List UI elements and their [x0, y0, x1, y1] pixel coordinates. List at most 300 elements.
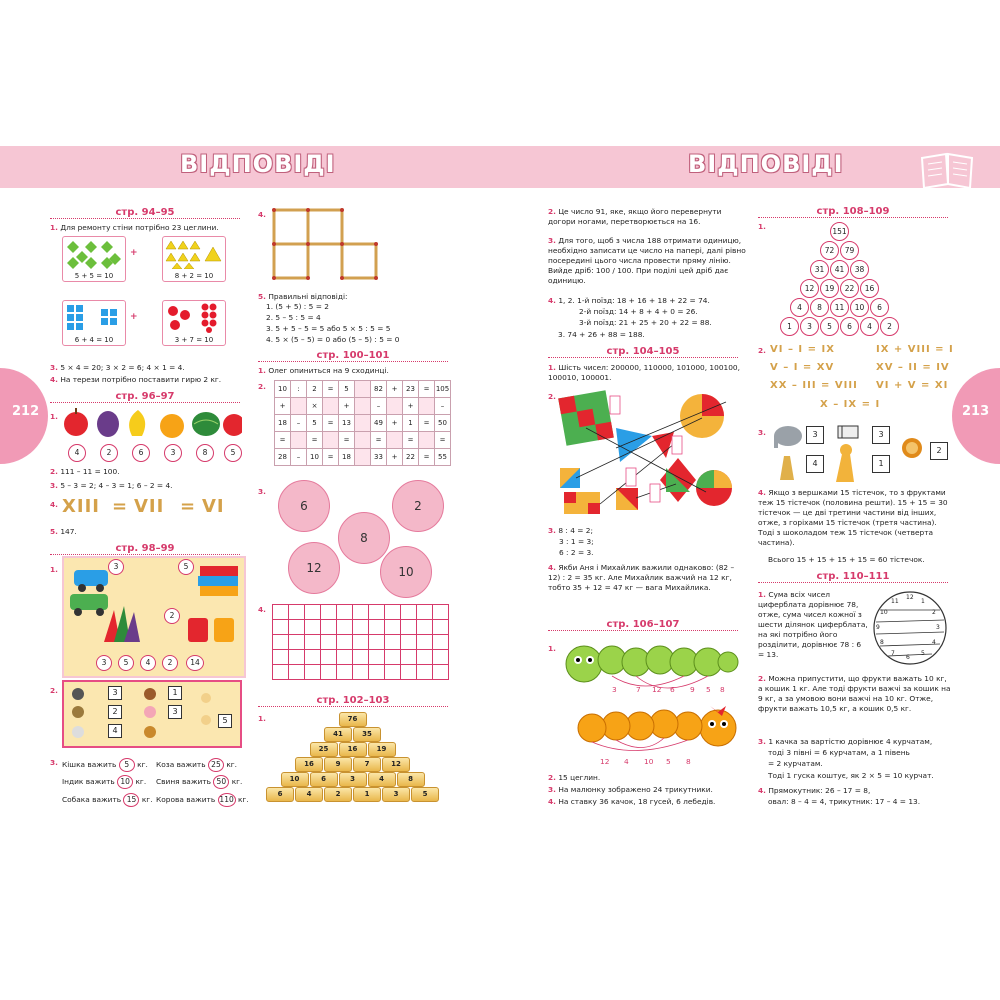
answer-104-3-line: 3 : 1 = 3;	[559, 537, 594, 546]
pyramid-circle: 151	[830, 222, 849, 241]
cat-bot-num: 4	[624, 757, 629, 766]
answer-108-4-sum: Всього 15 + 15 + 15 + 15 = 60 тістечок.	[768, 555, 925, 564]
book-icon	[918, 150, 978, 190]
answer-102-4-line: 2-й поїзд: 14 + 8 + 4 + 0 = 26.	[579, 307, 698, 316]
answer-number: 3.	[258, 487, 266, 496]
table-cell: +	[386, 380, 403, 398]
count-badge: 3	[108, 559, 124, 575]
card-caption: 8 + 2 = 10	[174, 272, 214, 280]
number-pyramid	[266, 712, 456, 808]
pyramid-circle: 31	[810, 260, 829, 279]
answer-96-5: 5. 147.	[50, 527, 77, 536]
table-cell: +	[338, 397, 355, 415]
flower-center: 2	[392, 480, 444, 532]
answer-104-1: 1. Шість чисел: 200000, 110000, 101000, 100100, 100010, 100001.	[548, 363, 740, 382]
clock-number: 2	[931, 609, 936, 616]
pyramid-circle: 3	[800, 317, 819, 336]
table-cell: =	[338, 431, 355, 449]
answer-110-3-line: = 2 курчатам.	[768, 759, 823, 768]
flower-center: 10	[380, 546, 432, 598]
cat-bot-num: 8	[686, 757, 691, 766]
section-heading-108: стр. 108–109	[758, 206, 948, 218]
zoo-count: 1	[872, 455, 890, 473]
grid-square	[272, 604, 289, 620]
fruit-count: 6	[132, 444, 150, 462]
answer-108-4: 4. Якщо з вершками 15 тістечок, то з фруктами теж 15 тістечок (половина решти). 15 + 15 = 30 тістечок — це дві третини частини від інших, отже, з горіхами 15 тістечок (третя частина). Тоді з шоколадом теж 15 тістечок (четверта частина).	[758, 488, 948, 547]
animal-count: 5	[218, 714, 232, 728]
table-cell: =	[274, 431, 291, 449]
pyramid-brick: 25	[310, 742, 338, 757]
fruit-count: 2	[100, 444, 118, 462]
grid-square	[304, 634, 321, 650]
answer-5-line: 1. (5 + 5) : 5 = 2	[266, 302, 329, 311]
zoo-count: 3	[806, 426, 824, 444]
answer-110-3: 3. 1 качка за вартістю дорівнює 4 курчатам,	[758, 737, 933, 746]
grid-square	[352, 634, 369, 650]
table-cell: 105	[434, 380, 451, 398]
section-heading-94: стр. 94–95	[50, 207, 240, 219]
table-cell: 55	[434, 448, 451, 466]
table-cell: +	[386, 414, 403, 432]
cat-top-num: 6	[670, 685, 675, 694]
pyramid-circle: 10	[850, 298, 869, 317]
answer-96-2: 2. 111 – 11 = 100.	[50, 467, 120, 476]
clock-number: 8	[880, 639, 884, 646]
grid-square	[304, 604, 321, 620]
grid-square	[384, 604, 401, 620]
table-cell: 1	[402, 414, 419, 432]
weight-dog: Собака важить 15 кг.	[62, 793, 153, 807]
table-cell: =	[418, 448, 435, 466]
answer-number: 1.	[258, 714, 266, 723]
pyramid-circle: 72	[820, 241, 839, 260]
grid-square	[416, 634, 433, 650]
clock-number: 6	[906, 654, 910, 661]
table-cell: 2	[306, 380, 323, 398]
fruit-count: 3	[164, 444, 182, 462]
table-cell: 18	[274, 414, 291, 432]
count-badge: 5	[178, 559, 194, 575]
cat-bot-num: 10	[644, 757, 654, 766]
grid-square	[416, 619, 433, 635]
clock-number: 12	[906, 594, 914, 601]
answer-number: 4.	[258, 210, 266, 219]
grid-figure	[272, 604, 452, 680]
pyramid-brick: 16	[339, 742, 367, 757]
grid-square	[304, 649, 321, 665]
answer-102-4-line: 3-й поїзд: 21 + 25 + 20 + 22 = 88.	[579, 318, 712, 327]
grid-square	[272, 649, 289, 665]
answer-94-1: 1. Для ремонту стіни потрібно 23 цеглини.	[50, 223, 219, 232]
answer-94-3: 3. 5 × 4 = 20; 3 × 2 = 6; 4 × 1 = 4.	[50, 363, 185, 372]
table-cell	[386, 431, 403, 449]
answer-102-3: 3. Для того, щоб з числа 188 отримати одиницю, необхідно записати це число на папері, далі рівно посередині цього числа провести пряму лінію. Вийде дріб: 100 / 100. При поділі цей дріб дає одиницю.	[548, 236, 746, 285]
shapes-matching-icon	[556, 388, 740, 516]
chain-number: 4	[140, 655, 156, 671]
table-cell: 5	[306, 414, 323, 432]
table-cell: 33	[370, 448, 387, 466]
pyramid-circle: 6	[870, 298, 889, 317]
table-cell: =	[322, 380, 339, 398]
matchsticks-icon	[270, 206, 390, 282]
grid-square	[416, 604, 433, 620]
table-cell: =	[306, 431, 323, 449]
pyramid-circle: 16	[860, 279, 879, 298]
grid-square	[352, 649, 369, 665]
table-cell: +	[402, 397, 419, 415]
pyramid-brick: 76	[339, 712, 367, 727]
header-title-left: ВІДПОВІДІ	[180, 150, 336, 178]
table-cell: 10	[274, 380, 291, 398]
card-diamonds	[62, 236, 126, 282]
pyramid-brick: 1	[353, 787, 381, 802]
answer-110-1: 1. Сума всіх чисел циферблата дорівнює 78, отже, сума чисел кожної з шести ділянок циферблата, на які потрібно його розділити, дорівнює 78 : 6 = 13.	[758, 590, 868, 659]
answer-number: 1.	[50, 565, 58, 574]
table-cell: 49	[370, 414, 387, 432]
pyramid-brick: 9	[324, 757, 352, 772]
matchstick-roman: VII	[134, 496, 165, 517]
animal-count: 3	[168, 705, 182, 719]
grid-square	[400, 604, 417, 620]
toys-icon	[64, 558, 244, 648]
section-heading-106: стр. 106–107	[548, 619, 738, 631]
answer-5-line: 3. 5 + 5 – 5 = 5 або 5 × 5 : 5 = 5	[266, 324, 391, 333]
table-cell: 18	[338, 448, 355, 466]
pyramid-brick: 3	[339, 772, 367, 787]
grid-square	[320, 664, 337, 680]
pyramid-circle: 19	[820, 279, 839, 298]
pyramid-brick: 10	[281, 772, 309, 787]
table-cell	[354, 380, 371, 398]
weight-goat: Коза важить 25 кг.	[156, 758, 237, 772]
grid-square	[320, 634, 337, 650]
grid-square	[400, 649, 417, 665]
clock-number: 11	[891, 598, 899, 606]
grid-square	[400, 634, 417, 650]
grid-square	[368, 664, 385, 680]
grid-square	[352, 619, 369, 635]
cat-top-num: 5	[706, 685, 711, 694]
table-cell: =	[418, 414, 435, 432]
plus-sign: +	[130, 248, 138, 258]
grid-square	[416, 664, 433, 680]
answer-106-2: 2. 15 цеглин.	[548, 773, 601, 782]
grid-square	[336, 604, 353, 620]
grid-square	[368, 649, 385, 665]
table-cell	[354, 414, 371, 432]
cat-bot-num: 12	[600, 757, 610, 766]
grid-square	[304, 619, 321, 635]
answer-number: 2.	[258, 382, 266, 391]
pyramid-brick: 7	[353, 757, 381, 772]
table-cell	[386, 397, 403, 415]
page-number-right: 213	[962, 404, 990, 419]
answer-110-3-line: Тоді 1 гуска коштує, як 2 × 5 = 10 курчат.	[768, 771, 934, 780]
grid-square	[384, 649, 401, 665]
answer-110-3-line: тоді 3 півні = 6 курчатам, а 1 півень	[768, 748, 910, 757]
table-cell: –	[434, 397, 451, 415]
grid-square	[400, 619, 417, 635]
clock-number: 5	[921, 649, 925, 657]
zoo-count: 2	[930, 442, 948, 460]
grid-square	[384, 634, 401, 650]
table-cell: =	[402, 431, 419, 449]
grid-square	[432, 634, 449, 650]
table-cell	[354, 397, 371, 415]
answer-number: 3.	[50, 758, 58, 767]
pyramid-brick: 6	[266, 787, 294, 802]
grid-square	[336, 619, 353, 635]
clock-number: 10	[880, 609, 888, 616]
animal-count: 4	[108, 724, 122, 738]
pyramid-circle: 5	[820, 317, 839, 336]
cat-bot-num: 5	[666, 757, 671, 766]
pyramid-brick: 41	[324, 727, 352, 742]
pyramid-brick: 4	[368, 772, 396, 787]
pyramid-circle: 8	[810, 298, 829, 317]
grid-square	[288, 634, 305, 650]
answer-number: 1.	[50, 412, 58, 421]
table-cell	[354, 431, 371, 449]
grid-square	[352, 664, 369, 680]
table-cell: 13	[338, 414, 355, 432]
fruit-count: 4	[68, 444, 86, 462]
table-cell: =	[322, 414, 339, 432]
answer-102-2: 2. Це число 91, яке, якщо його перевернути догори ногами, перетворюється на 16.	[548, 207, 722, 226]
roman-equation: VI + V = XI	[876, 380, 949, 391]
cat-top-num: 12	[652, 685, 662, 694]
answer-5-line: 4. 5 × (5 – 5) = 0 або (5 – 5) : 5 = 0	[266, 335, 400, 344]
table-cell	[290, 397, 307, 415]
clock-number: 4	[931, 639, 936, 646]
pyramid-brick: 2	[324, 787, 352, 802]
clock-face	[872, 590, 948, 666]
section-heading-98: стр. 98–99	[50, 543, 240, 555]
card-squares	[62, 300, 126, 346]
section-heading-102: стр. 102–103	[258, 695, 448, 707]
clock-number: 9	[876, 624, 880, 631]
table-cell: 22	[402, 448, 419, 466]
pyramid-circle: 41	[830, 260, 849, 279]
answer-110-4: 4. Прямокутник: 26 – 17 = 8,	[758, 786, 871, 795]
section-heading-110: стр. 110–111	[758, 571, 948, 583]
answer-5-line: 2. 5 – 5 : 5 = 4	[266, 313, 321, 322]
weight-cat: Кішка важить 5 кг.	[62, 758, 148, 772]
pyramid-brick: 4	[295, 787, 323, 802]
pyramid-circle: 4	[860, 317, 879, 336]
table-cell	[418, 397, 435, 415]
card-triangles	[162, 236, 226, 282]
answer-102-4-line: 3. 74 + 26 + 88 = 188.	[558, 330, 645, 339]
pyramid-brick: 8	[397, 772, 425, 787]
table-cell: 82	[370, 380, 387, 398]
zoo-count: 4	[806, 455, 824, 473]
pyramid-circle: 22	[840, 279, 859, 298]
pyramid-brick: 5	[411, 787, 439, 802]
roman-equation: VI – I = IX	[770, 344, 835, 355]
flower-center: 12	[288, 542, 340, 594]
pyramid-circle: 79	[840, 241, 859, 260]
roman-equation: V – I = XV	[770, 362, 835, 373]
table-cell: –	[290, 414, 307, 432]
grid-square	[272, 664, 289, 680]
grid-square	[432, 604, 449, 620]
table-cell: 23	[402, 380, 419, 398]
card-caption: 3 + 7 = 10	[174, 336, 214, 344]
grid-square	[384, 664, 401, 680]
grid-square	[368, 604, 385, 620]
pyramid-circle: 11	[830, 298, 849, 317]
grid-square	[272, 619, 289, 635]
flowers-area	[270, 478, 450, 602]
grid-square	[304, 664, 321, 680]
answer-number: 4.	[50, 500, 58, 509]
pyramid-brick: 3	[382, 787, 410, 802]
matchstick-roman: VI	[202, 496, 225, 517]
grid-square	[336, 634, 353, 650]
pyramid-circle: 2	[880, 317, 899, 336]
grid-square	[368, 619, 385, 635]
weight-cow: Корова важить 110 кг.	[156, 793, 249, 807]
count-badge: 2	[164, 608, 180, 624]
zoo-count: 3	[872, 426, 890, 444]
answer-number: 1.	[758, 222, 766, 231]
answer-104-3: 3. 8 : 4 = 2;	[548, 526, 593, 535]
grid-square	[288, 664, 305, 680]
answer-number: 1.	[548, 644, 556, 653]
answer-100-1: 1. Олег опиниться на 9 сходинці.	[258, 366, 389, 375]
roman-equation: IX + VIII = I	[876, 344, 954, 355]
grid-square	[288, 604, 305, 620]
answer-104-4: 4. Якби Аня і Михайлик важили однаково: (82 – 12) : 2 = 35 кг. Але Михайлик важчий на 12 кг, тобто 35 + 12 = 47 кг — вага Михайлика.	[548, 563, 735, 592]
table-cell: –	[370, 397, 387, 415]
pyramid-brick: 6	[310, 772, 338, 787]
grid-square	[288, 619, 305, 635]
grid-square	[320, 649, 337, 665]
pyramid-brick: 35	[353, 727, 381, 742]
answer-number: 4.	[258, 605, 266, 614]
clock-number: 7	[891, 649, 895, 657]
chain-number: 5	[118, 655, 134, 671]
card-caption: 6 + 4 = 10	[74, 336, 114, 344]
clock-number: 3	[936, 624, 940, 631]
grid-square	[368, 634, 385, 650]
animals-picture	[62, 680, 242, 748]
zoo-animals-icon	[772, 420, 952, 482]
section-heading-96: стр. 96–97	[50, 391, 240, 403]
matchstick-equals: =	[180, 496, 197, 517]
caterpillars-icon	[564, 640, 740, 760]
answer-number: 2.	[758, 346, 766, 355]
cat-top-num: 7	[636, 685, 641, 694]
table-cell	[322, 397, 339, 415]
table-cell: 5	[338, 380, 355, 398]
clock-number: 1	[921, 598, 925, 606]
cat-top-num: 3	[612, 685, 617, 694]
answer-104-3-line: 6 : 2 = 3.	[559, 548, 594, 557]
answer-106-4: 4. На ставку 36 качок, 18 гусей, 6 лебедів.	[548, 797, 716, 806]
grid-square	[432, 619, 449, 635]
animals-icon	[64, 682, 240, 746]
answer-number: 3.	[758, 428, 766, 437]
fruit-count: 5	[224, 444, 242, 462]
page-number-left: 212	[12, 404, 40, 419]
grid-square	[352, 604, 369, 620]
pyramid-circle: 38	[850, 260, 869, 279]
header-title-right: ВІДПОВІДІ	[688, 150, 844, 178]
table-cell: +	[274, 397, 291, 415]
section-heading-104: стр. 104–105	[548, 346, 738, 358]
pyramid-brick: 12	[382, 757, 410, 772]
roman-equation: XX – III = VIII	[770, 380, 858, 391]
grid-square	[336, 664, 353, 680]
table-cell: ×	[306, 397, 323, 415]
card-caption: 5 + 5 = 10	[74, 272, 114, 280]
answer-94-4: 4. На терези потрібно поставити гирю 2 кг.	[50, 375, 222, 384]
answer-110-4-line: овал: 8 – 4 = 4, трикутник: 17 – 4 = 13.	[768, 797, 921, 806]
matchstick-roman: XIII	[62, 496, 100, 517]
grid-square	[272, 634, 289, 650]
table-cell: 28	[274, 448, 291, 466]
grid-square	[432, 664, 449, 680]
cat-top-num: 8	[720, 685, 725, 694]
roman-equation: XV – II = IV	[876, 362, 950, 373]
table-cell: +	[386, 448, 403, 466]
table-cell: 50	[434, 414, 451, 432]
table-cell: =	[434, 431, 451, 449]
math-table	[274, 380, 452, 470]
answer-5-title: 5. Правильні відповіді:	[258, 292, 348, 301]
pyramid-circle: 6	[840, 317, 859, 336]
circle-pyramid	[776, 222, 926, 338]
table-cell: 10	[306, 448, 323, 466]
flower-center: 6	[278, 480, 330, 532]
fruit-count: 8	[196, 444, 214, 462]
answer-number: 2.	[50, 686, 58, 695]
fruit-row-icon	[62, 406, 242, 440]
answer-102-4: 4. 1, 2. 1-й поїзд: 18 + 16 + 18 + 22 = 74.	[548, 296, 710, 305]
card-circles	[162, 300, 226, 346]
table-cell	[322, 431, 339, 449]
table-cell	[418, 431, 435, 449]
cat-top-num: 9	[690, 685, 695, 694]
animal-count: 2	[108, 705, 122, 719]
table-cell: =	[418, 380, 435, 398]
chain-number: 2	[162, 655, 178, 671]
grid-square	[432, 649, 449, 665]
animal-count: 1	[168, 686, 182, 700]
pyramid-circle: 4	[790, 298, 809, 317]
grid-square	[384, 619, 401, 635]
section-heading-100: стр. 100–101	[258, 350, 448, 362]
pyramid-circle: 12	[800, 279, 819, 298]
grid-square	[320, 604, 337, 620]
chain-number: 3	[96, 655, 112, 671]
table-cell: :	[290, 380, 307, 398]
grid-square	[336, 649, 353, 665]
matchstick-equals: =	[112, 496, 129, 517]
flower-center: 8	[338, 512, 390, 564]
table-cell: –	[290, 448, 307, 466]
chain-number: 14	[186, 655, 204, 671]
table-cell	[290, 431, 307, 449]
grid-square	[320, 619, 337, 635]
table-cell: =	[370, 431, 387, 449]
grid-square	[288, 649, 305, 665]
answer-110-2: 2. Можна припустити, що фрукти важать 10 кг, а кошик 1 кг. Але тоді фрукти важчі за кошик на 9 кг, а за умовою вони важчі на 10 кг. Отже, фрукти важать 10,5 кг, а кошик 0,5 кг.	[758, 674, 951, 713]
header-band	[0, 146, 1000, 188]
pyramid-brick: 19	[368, 742, 396, 757]
